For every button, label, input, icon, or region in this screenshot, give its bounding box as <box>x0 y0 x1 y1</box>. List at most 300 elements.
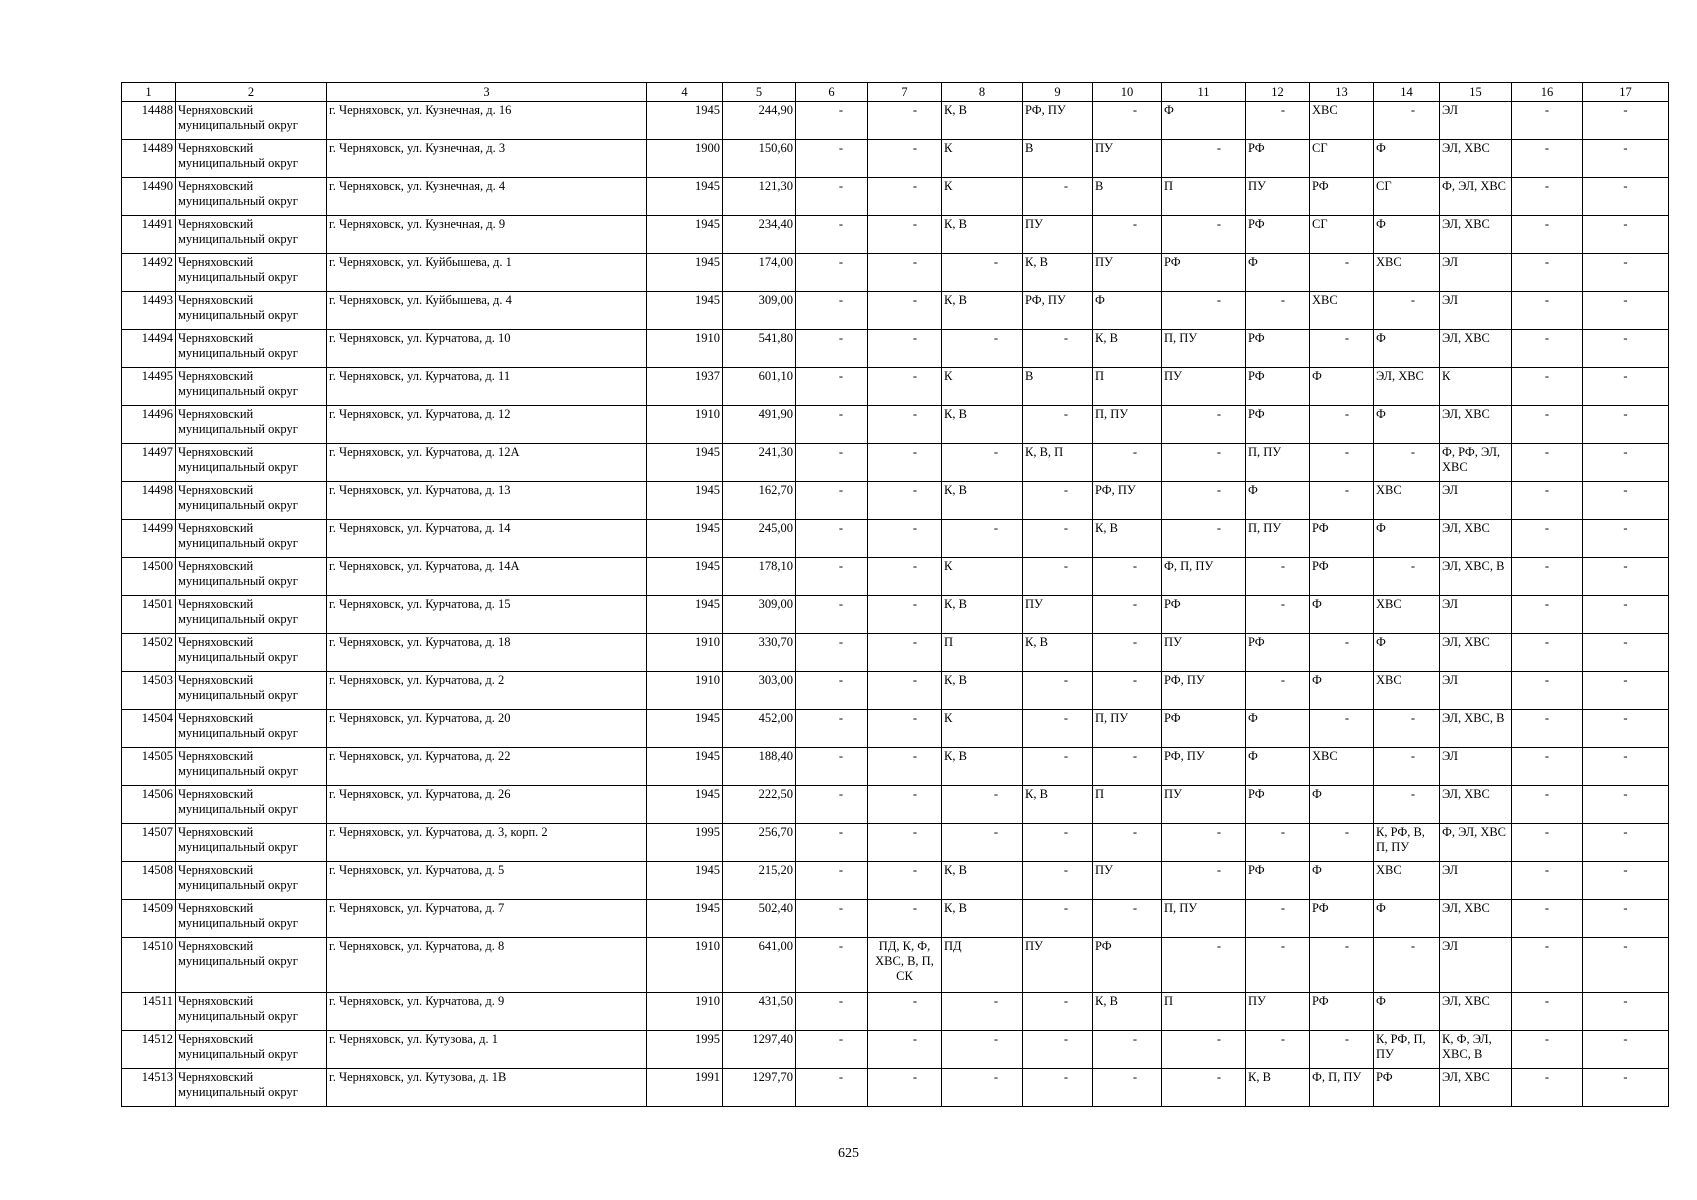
cell-col-7: - <box>868 596 942 634</box>
cell-col-5: 309,00 <box>723 596 796 634</box>
cell-col-9: К, В <box>1023 254 1093 292</box>
cell-col-6: - <box>796 634 868 672</box>
cell-col-17: - <box>1583 900 1669 938</box>
cell-col-14: - <box>1374 558 1440 596</box>
cell-col-2: Черняховский муниципальный округ <box>176 710 327 748</box>
cell-col-14: - <box>1374 786 1440 824</box>
cell-col-11: - <box>1162 938 1246 993</box>
cell-col-1: 14510 <box>122 938 176 993</box>
cell-col-6: - <box>796 558 868 596</box>
cell-col-15: Ф, РФ, ЭЛ, ХВС <box>1440 444 1512 482</box>
cell-col-5: 222,50 <box>723 786 796 824</box>
cell-col-7: - <box>868 140 942 178</box>
cell-col-9: РФ, ПУ <box>1023 292 1093 330</box>
cell-col-13: ХВС <box>1310 292 1374 330</box>
cell-col-7: - <box>868 900 942 938</box>
cell-col-10: ПУ <box>1093 140 1162 178</box>
cell-col-12: РФ <box>1246 862 1310 900</box>
cell-col-17: - <box>1583 993 1669 1031</box>
cell-col-11: Ф <box>1162 102 1246 140</box>
cell-col-2: Черняховский муниципальный округ <box>176 292 327 330</box>
cell-col-4: 1910 <box>647 938 723 993</box>
cell-col-8: К <box>942 178 1023 216</box>
cell-col-17: - <box>1583 786 1669 824</box>
cell-col-2: Черняховский муниципальный округ <box>176 993 327 1031</box>
cell-col-7: - <box>868 482 942 520</box>
cell-col-8: - <box>942 824 1023 862</box>
cell-col-6: - <box>796 254 868 292</box>
cell-col-14: Ф <box>1374 216 1440 254</box>
cell-col-7: - <box>868 1069 942 1107</box>
cell-col-16: - <box>1512 292 1583 330</box>
cell-col-9: ПУ <box>1023 938 1093 993</box>
cell-col-1: 14512 <box>122 1031 176 1069</box>
cell-col-3: г. Черняховск, ул. Куйбышева, д. 4 <box>327 292 647 330</box>
cell-col-6: - <box>796 330 868 368</box>
cell-col-10: - <box>1093 634 1162 672</box>
cell-col-15: ЭЛ, ХВС <box>1440 520 1512 558</box>
cell-col-12: - <box>1246 558 1310 596</box>
cell-col-10: ПУ <box>1093 254 1162 292</box>
cell-col-10: К, В <box>1093 993 1162 1031</box>
cell-col-7: - <box>868 406 942 444</box>
cell-col-16: - <box>1512 634 1583 672</box>
cell-col-10: - <box>1093 672 1162 710</box>
cell-col-6: - <box>796 993 868 1031</box>
cell-col-2: Черняховский муниципальный округ <box>176 938 327 993</box>
cell-col-16: - <box>1512 254 1583 292</box>
cell-col-6: - <box>796 520 868 558</box>
cell-col-13: Ф <box>1310 862 1374 900</box>
cell-col-12: ПУ <box>1246 993 1310 1031</box>
cell-col-11: П, ПУ <box>1162 900 1246 938</box>
cell-col-12: РФ <box>1246 330 1310 368</box>
cell-col-3: г. Черняховск, ул. Курчатова, д. 10 <box>327 330 647 368</box>
cell-col-5: 601,10 <box>723 368 796 406</box>
cell-col-10: П, ПУ <box>1093 406 1162 444</box>
cell-col-16: - <box>1512 406 1583 444</box>
cell-col-15: ЭЛ <box>1440 482 1512 520</box>
cell-col-8: - <box>942 1069 1023 1107</box>
cell-col-3: г. Черняховск, ул. Курчатова, д. 18 <box>327 634 647 672</box>
cell-col-10: РФ <box>1093 938 1162 993</box>
table-row <box>122 710 1669 748</box>
cell-col-7: - <box>868 444 942 482</box>
cell-col-11: - <box>1162 862 1246 900</box>
cell-col-5: 431,50 <box>723 993 796 1031</box>
cell-col-15: ЭЛ, ХВС <box>1440 216 1512 254</box>
cell-col-9: К, В, П <box>1023 444 1093 482</box>
cell-col-9: К, В <box>1023 786 1093 824</box>
cell-col-2: Черняховский муниципальный округ <box>176 482 327 520</box>
cell-col-3: г. Черняховск, ул. Курчатова, д. 3, корп. 2 <box>327 824 647 862</box>
cell-col-12: РФ <box>1246 786 1310 824</box>
cell-col-1: 14499 <box>122 520 176 558</box>
cell-col-10: В <box>1093 178 1162 216</box>
cell-col-2: Черняховский муниципальный округ <box>176 178 327 216</box>
cell-col-5: 303,00 <box>723 672 796 710</box>
cell-col-6: - <box>796 482 868 520</box>
cell-col-13: ХВС <box>1310 748 1374 786</box>
column-header-15: 15 <box>1440 83 1512 102</box>
cell-col-11: РФ <box>1162 596 1246 634</box>
cell-col-8: - <box>942 520 1023 558</box>
cell-col-9: - <box>1023 406 1093 444</box>
cell-col-17: - <box>1583 596 1669 634</box>
cell-col-7: - <box>868 824 942 862</box>
cell-col-9: - <box>1023 330 1093 368</box>
cell-col-17: - <box>1583 1069 1669 1107</box>
cell-col-16: - <box>1512 1069 1583 1107</box>
cell-col-15: К <box>1440 368 1512 406</box>
cell-col-4: 1945 <box>647 254 723 292</box>
cell-col-3: г. Черняховск, ул. Кузнечная, д. 9 <box>327 216 647 254</box>
column-header-14: 14 <box>1374 83 1440 102</box>
cell-col-5: 162,70 <box>723 482 796 520</box>
cell-col-9: - <box>1023 178 1093 216</box>
cell-col-9: - <box>1023 1069 1093 1107</box>
cell-col-17: - <box>1583 672 1669 710</box>
cell-col-14: - <box>1374 102 1440 140</box>
cell-col-15: ЭЛ, ХВС <box>1440 993 1512 1031</box>
cell-col-1: 14498 <box>122 482 176 520</box>
column-header-3: 3 <box>327 83 647 102</box>
cell-col-4: 1945 <box>647 596 723 634</box>
cell-col-14: СГ <box>1374 178 1440 216</box>
cell-col-2: Черняховский муниципальный округ <box>176 862 327 900</box>
cell-col-7: - <box>868 786 942 824</box>
cell-col-7: - <box>868 368 942 406</box>
column-header-12: 12 <box>1246 83 1310 102</box>
cell-col-15: ЭЛ <box>1440 596 1512 634</box>
cell-col-12: ПУ <box>1246 178 1310 216</box>
cell-col-10: ПУ <box>1093 862 1162 900</box>
cell-col-15: Ф, ЭЛ, ХВС <box>1440 824 1512 862</box>
cell-col-11: РФ <box>1162 254 1246 292</box>
cell-col-1: 14492 <box>122 254 176 292</box>
cell-col-16: - <box>1512 938 1583 993</box>
cell-col-5: 245,00 <box>723 520 796 558</box>
cell-col-9: - <box>1023 900 1093 938</box>
cell-col-6: - <box>796 444 868 482</box>
cell-col-5: 256,70 <box>723 824 796 862</box>
cell-col-16: - <box>1512 710 1583 748</box>
cell-col-13: РФ <box>1310 900 1374 938</box>
cell-col-8: К <box>942 558 1023 596</box>
cell-col-10: П <box>1093 368 1162 406</box>
cell-col-3: г. Черняховск, ул. Кузнечная, д. 16 <box>327 102 647 140</box>
table-row <box>122 672 1669 710</box>
cell-col-12: - <box>1246 1031 1310 1069</box>
cell-col-15: ЭЛ, ХВС <box>1440 330 1512 368</box>
cell-col-13: Ф <box>1310 596 1374 634</box>
cell-col-8: К <box>942 368 1023 406</box>
cell-col-4: 1910 <box>647 993 723 1031</box>
cell-col-8: К <box>942 140 1023 178</box>
cell-col-5: 150,60 <box>723 140 796 178</box>
cell-col-4: 1945 <box>647 292 723 330</box>
cell-col-7: - <box>868 330 942 368</box>
cell-col-2: Черняховский муниципальный округ <box>176 1031 327 1069</box>
cell-col-4: 1910 <box>647 406 723 444</box>
cell-col-8: К, В <box>942 216 1023 254</box>
cell-col-17: - <box>1583 862 1669 900</box>
cell-col-14: - <box>1374 444 1440 482</box>
header-row <box>122 83 1669 102</box>
cell-col-7: - <box>868 1031 942 1069</box>
cell-col-11: - <box>1162 482 1246 520</box>
cell-col-2: Черняховский муниципальный округ <box>176 330 327 368</box>
cell-col-16: - <box>1512 368 1583 406</box>
cell-col-5: 215,20 <box>723 862 796 900</box>
cell-col-3: г. Черняховск, ул. Кутузова, д. 1 <box>327 1031 647 1069</box>
cell-col-2: Черняховский муниципальный округ <box>176 520 327 558</box>
cell-col-8: К, В <box>942 900 1023 938</box>
cell-col-15: ЭЛ, ХВС <box>1440 140 1512 178</box>
cell-col-1: 14507 <box>122 824 176 862</box>
cell-col-15: К, Ф, ЭЛ, ХВС, В <box>1440 1031 1512 1069</box>
cell-col-4: 1945 <box>647 862 723 900</box>
cell-col-8: К, В <box>942 862 1023 900</box>
table-row <box>122 292 1669 330</box>
cell-col-15: ЭЛ <box>1440 672 1512 710</box>
cell-col-1: 14503 <box>122 672 176 710</box>
cell-col-11: РФ, ПУ <box>1162 672 1246 710</box>
cell-col-9: ПУ <box>1023 216 1093 254</box>
cell-col-2: Черняховский муниципальный округ <box>176 786 327 824</box>
column-header-1: 1 <box>122 83 176 102</box>
cell-col-1: 14489 <box>122 140 176 178</box>
cell-col-13: - <box>1310 482 1374 520</box>
cell-col-7: - <box>868 520 942 558</box>
cell-col-1: 14495 <box>122 368 176 406</box>
cell-col-17: - <box>1583 444 1669 482</box>
cell-col-4: 1945 <box>647 748 723 786</box>
cell-col-7: - <box>868 216 942 254</box>
cell-col-17: - <box>1583 710 1669 748</box>
cell-col-6: - <box>796 368 868 406</box>
cell-col-4: 1945 <box>647 102 723 140</box>
cell-col-3: г. Черняховск, ул. Курчатова, д. 11 <box>327 368 647 406</box>
cell-col-16: - <box>1512 558 1583 596</box>
column-header-6: 6 <box>796 83 868 102</box>
cell-col-12: Ф <box>1246 254 1310 292</box>
table-header <box>122 83 1669 102</box>
cell-col-4: 1910 <box>647 330 723 368</box>
cell-col-16: - <box>1512 1031 1583 1069</box>
page-number: 625 <box>838 1146 859 1161</box>
cell-col-11: ПУ <box>1162 634 1246 672</box>
cell-col-14: Ф <box>1374 993 1440 1031</box>
cell-col-12: Ф <box>1246 710 1310 748</box>
cell-col-8: К, В <box>942 596 1023 634</box>
table-row <box>122 558 1669 596</box>
cell-col-5: 188,40 <box>723 748 796 786</box>
cell-col-17: - <box>1583 748 1669 786</box>
cell-col-12: - <box>1246 672 1310 710</box>
cell-col-12: П, ПУ <box>1246 520 1310 558</box>
cell-col-4: 1937 <box>647 368 723 406</box>
cell-col-11: РФ <box>1162 710 1246 748</box>
cell-col-15: ЭЛ, ХВС <box>1440 406 1512 444</box>
cell-col-10: - <box>1093 558 1162 596</box>
table-row <box>122 634 1669 672</box>
cell-col-1: 14501 <box>122 596 176 634</box>
cell-col-4: 1945 <box>647 900 723 938</box>
cell-col-8: - <box>942 1031 1023 1069</box>
cell-col-15: ЭЛ <box>1440 748 1512 786</box>
table-row <box>122 993 1669 1031</box>
cell-col-12: РФ <box>1246 216 1310 254</box>
cell-col-6: - <box>796 710 868 748</box>
cell-col-4: 1910 <box>647 634 723 672</box>
table-row <box>122 748 1669 786</box>
cell-col-12: П, ПУ <box>1246 444 1310 482</box>
cell-col-7: - <box>868 862 942 900</box>
cell-col-4: 1945 <box>647 710 723 748</box>
cell-col-8: - <box>942 786 1023 824</box>
cell-col-6: - <box>796 862 868 900</box>
cell-col-16: - <box>1512 520 1583 558</box>
cell-col-11: - <box>1162 1069 1246 1107</box>
cell-col-1: 14497 <box>122 444 176 482</box>
table-row <box>122 444 1669 482</box>
cell-col-2: Черняховский муниципальный округ <box>176 596 327 634</box>
cell-col-4: 1945 <box>647 444 723 482</box>
cell-col-3: г. Черняховск, ул. Курчатова, д. 5 <box>327 862 647 900</box>
cell-col-12: - <box>1246 102 1310 140</box>
cell-col-4: 1995 <box>647 824 723 862</box>
cell-col-8: ПД <box>942 938 1023 993</box>
cell-col-9: - <box>1023 710 1093 748</box>
cell-col-2: Черняховский муниципальный округ <box>176 140 327 178</box>
cell-col-5: 452,00 <box>723 710 796 748</box>
cell-col-9: ПУ <box>1023 596 1093 634</box>
table-row <box>122 1069 1669 1107</box>
cell-col-8: К <box>942 710 1023 748</box>
cell-col-4: 1945 <box>647 558 723 596</box>
cell-col-6: - <box>796 824 868 862</box>
cell-col-8: - <box>942 330 1023 368</box>
cell-col-2: Черняховский муниципальный округ <box>176 1069 327 1107</box>
cell-col-1: 14494 <box>122 330 176 368</box>
cell-col-14: ХВС <box>1374 254 1440 292</box>
table-row <box>122 216 1669 254</box>
cell-col-4: 1945 <box>647 482 723 520</box>
cell-col-13: СГ <box>1310 216 1374 254</box>
cell-col-12: - <box>1246 292 1310 330</box>
cell-col-3: г. Черняховск, ул. Курчатова, д. 8 <box>327 938 647 993</box>
column-header-16: 16 <box>1512 83 1583 102</box>
table-row <box>122 596 1669 634</box>
cell-col-13: Ф, П, ПУ <box>1310 1069 1374 1107</box>
cell-col-16: - <box>1512 993 1583 1031</box>
cell-col-5: 121,30 <box>723 178 796 216</box>
cell-col-5: 541,80 <box>723 330 796 368</box>
table-row <box>122 786 1669 824</box>
cell-col-14: ХВС <box>1374 862 1440 900</box>
cell-col-6: - <box>796 216 868 254</box>
cell-col-16: - <box>1512 824 1583 862</box>
cell-col-17: - <box>1583 178 1669 216</box>
cell-col-17: - <box>1583 368 1669 406</box>
table-row <box>122 862 1669 900</box>
cell-col-10: - <box>1093 444 1162 482</box>
cell-col-4: 1995 <box>647 1031 723 1069</box>
cell-col-5: 641,00 <box>723 938 796 993</box>
cell-col-5: 178,10 <box>723 558 796 596</box>
cell-col-3: г. Черняховск, ул. Курчатова, д. 14 <box>327 520 647 558</box>
cell-col-7: - <box>868 292 942 330</box>
cell-col-12: РФ <box>1246 368 1310 406</box>
cell-col-16: - <box>1512 748 1583 786</box>
cell-col-10: Ф <box>1093 292 1162 330</box>
column-header-8: 8 <box>942 83 1023 102</box>
cell-col-7: - <box>868 102 942 140</box>
cell-col-9: РФ, ПУ <box>1023 102 1093 140</box>
cell-col-9: - <box>1023 862 1093 900</box>
cell-col-2: Черняховский муниципальный округ <box>176 824 327 862</box>
cell-col-3: г. Черняховск, ул. Курчатова, д. 22 <box>327 748 647 786</box>
table-row <box>122 900 1669 938</box>
cell-col-1: 14508 <box>122 862 176 900</box>
cell-col-14: Ф <box>1374 330 1440 368</box>
cell-col-11: - <box>1162 824 1246 862</box>
cell-col-5: 1297,40 <box>723 1031 796 1069</box>
cell-col-10: РФ, ПУ <box>1093 482 1162 520</box>
cell-col-2: Черняховский муниципальный округ <box>176 368 327 406</box>
cell-col-7: - <box>868 710 942 748</box>
cell-col-11: ПУ <box>1162 786 1246 824</box>
cell-col-17: - <box>1583 824 1669 862</box>
cell-col-12: - <box>1246 596 1310 634</box>
cell-col-14: РФ <box>1374 1069 1440 1107</box>
cell-col-2: Черняховский муниципальный округ <box>176 406 327 444</box>
cell-col-8: К, В <box>942 672 1023 710</box>
column-header-11: 11 <box>1162 83 1246 102</box>
cell-col-9: - <box>1023 558 1093 596</box>
cell-col-17: - <box>1583 520 1669 558</box>
cell-col-11: П <box>1162 993 1246 1031</box>
cell-col-13: - <box>1310 1031 1374 1069</box>
cell-col-16: - <box>1512 482 1583 520</box>
table-row <box>122 254 1669 292</box>
table-row <box>122 938 1669 993</box>
cell-col-11: Ф, П, ПУ <box>1162 558 1246 596</box>
cell-col-1: 14500 <box>122 558 176 596</box>
cell-col-16: - <box>1512 140 1583 178</box>
cell-col-12: - <box>1246 938 1310 993</box>
table-row <box>122 520 1669 558</box>
cell-col-8: - <box>942 254 1023 292</box>
cell-col-15: ЭЛ <box>1440 862 1512 900</box>
cell-col-14: Ф <box>1374 406 1440 444</box>
cell-col-5: 241,30 <box>723 444 796 482</box>
cell-col-6: - <box>796 178 868 216</box>
table-row <box>122 102 1669 140</box>
table-row <box>122 178 1669 216</box>
cell-col-5: 309,00 <box>723 292 796 330</box>
register-table <box>121 82 1669 1107</box>
cell-col-10: П <box>1093 786 1162 824</box>
cell-col-3: г. Черняховск, ул. Курчатова, д. 12А <box>327 444 647 482</box>
cell-col-11: - <box>1162 1031 1246 1069</box>
cell-col-17: - <box>1583 406 1669 444</box>
cell-col-12: Ф <box>1246 482 1310 520</box>
column-header-9: 9 <box>1023 83 1093 102</box>
cell-col-8: К, В <box>942 102 1023 140</box>
cell-col-3: г. Черняховск, ул. Курчатова, д. 2 <box>327 672 647 710</box>
